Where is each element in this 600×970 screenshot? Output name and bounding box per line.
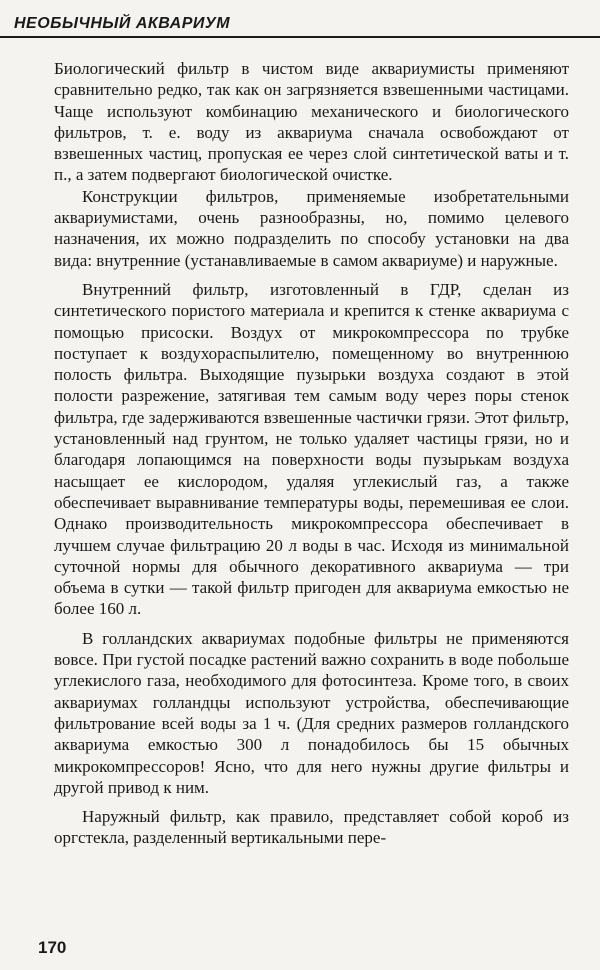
paragraph-4: В голландских аквариумах подобные фильтры не применяются вовсе. При густой посадке растений важно сохранить в воде побольше углекислого газа, необходимого для фотосинтеза. Кроме того, в своих аквариумах голландцы используют устройства, обеспечивающие фильтрование всей воды за 1 ч. (Для средних размеров голландского аквариума емкостью 300 л понадобилось бы 15 обычных микрокомпрессоров! Ясно, что для него нужны другие фильтры и другой привод к ним. bbox=[54, 628, 569, 797]
paragraph-3: Внутренний фильтр, изготовленный в ГДР, сделан из синтетического пористого материала и крепится к стенке аквариума с помощью присоски. Воздух от микрокомпрессора по трубке поступает к воздухораспылителю, помещенному во внутреннюю полость фильтра. Выходящие пузырьки воздуха создают в этой полости разрежение, затягивая тем самым воду через поры стенок фильтра, где задерживаются взвешенные частички грязи. Этот фильтр, установленный над грунтом, не только удаляет частицы грязи, но и благодаря лопающимся на поверхности воды пузырькам воздуха насыщает ее кислородом, удаляя углекислый газ, а также обеспечивает выравнивание температуры воды, перемешивая ее слои. Однако производительность микрокомпрессора обеспечивает в лучшем случае фильтрацию 20 л воды в час. Исходя из минимальной суточной нормы для обычного декоративного аквариума — три объема в сутки — такой фильтр пригоден для аквариума емкостью не более 160 л. bbox=[54, 279, 569, 619]
paragraph-5: Наружный фильтр, как правило, представляет собой короб из оргстекла, разделенный вертикальными пере- bbox=[54, 807, 569, 848]
running-title: НЕОБЫЧНЫЙ АКВАРИУМ bbox=[14, 15, 231, 32]
page-number: 170 bbox=[38, 938, 67, 957]
paragraph-1: Биологический фильтр в чистом виде аквариумисты применяют сравнительно редко, так как он загрязняется взвешенными частицами. Чаще используют комбинацию механического и биологического фильтров, т. е. воду из аквариума сначала освобождают от взвешенных частиц, пропуская ее через слой синтетической ваты и т. п., а затем подвергают биологической очистке. bbox=[54, 59, 569, 185]
body-text bbox=[54, 58, 569, 849]
header-rule bbox=[0, 36, 600, 38]
paragraph-2: Конструкции фильтров, применяемые изобретательными аквариумистами, очень разнообразны, но, помимо целевого назначения, их можно подразделить по способу установки на два вида: внутренние (устанавливаемые в самом аквариуме) и наружные. bbox=[54, 186, 569, 270]
